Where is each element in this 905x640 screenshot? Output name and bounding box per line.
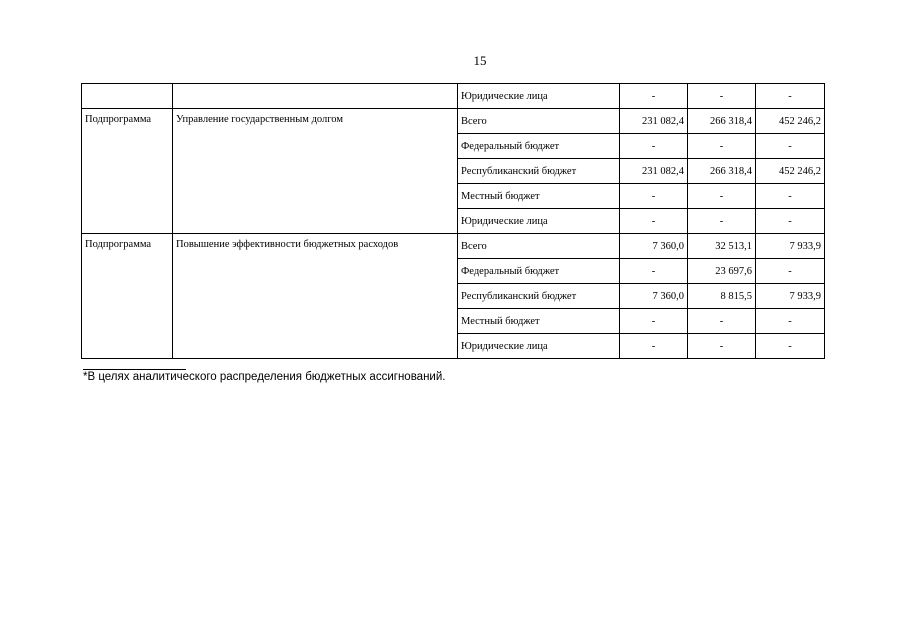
value-cell: -	[688, 309, 756, 334]
subprogram-type-cell: Подпрограмма	[82, 234, 173, 359]
table-row	[82, 109, 825, 134]
value-cell: -	[756, 259, 825, 284]
name-cell	[173, 84, 458, 109]
value-cell: -	[756, 334, 825, 359]
value-cell: -	[756, 309, 825, 334]
table-row	[82, 84, 825, 109]
value-cell: -	[756, 134, 825, 159]
type-cell	[82, 84, 173, 109]
value-cell: -	[756, 84, 825, 109]
subprogram-name-cell: Повышение эффективности бюджетных расходов	[173, 234, 458, 359]
value-cell: -	[688, 334, 756, 359]
value-cell: -	[620, 184, 688, 209]
value-cell: -	[620, 134, 688, 159]
value-cell: -	[688, 134, 756, 159]
table-row	[82, 234, 825, 259]
value-cell: 266 318,4	[688, 109, 756, 134]
page-number: 15	[473, 53, 487, 68]
budget-table	[81, 83, 825, 359]
value-cell: -	[688, 84, 756, 109]
value-cell: 7 933,9	[756, 234, 825, 259]
value-cell: 32 513,1	[688, 234, 756, 259]
source-cell: Местный бюджет	[458, 184, 620, 209]
value-cell: -	[756, 184, 825, 209]
source-cell: Местный бюджет	[458, 309, 620, 334]
subprogram-name-cell: Управление государственным долгом	[173, 109, 458, 234]
footnote-divider	[83, 369, 186, 370]
value-cell: 23 697,6	[688, 259, 756, 284]
value-cell: -	[688, 184, 756, 209]
source-cell: Республиканский бюджет	[458, 159, 620, 184]
value-cell: -	[620, 209, 688, 234]
value-cell: -	[756, 209, 825, 234]
source-cell: Юридические лица	[458, 84, 620, 109]
value-cell: -	[620, 84, 688, 109]
value-cell: 7 360,0	[620, 284, 688, 309]
value-cell: 452 246,2	[756, 159, 825, 184]
value-cell: 231 082,4	[620, 159, 688, 184]
footnote: *В целях аналитического распределения бюджетных ассигнований.	[83, 371, 446, 383]
value-cell: 7 360,0	[620, 234, 688, 259]
source-cell: Всего	[458, 109, 620, 134]
source-cell: Федеральный бюджет	[458, 134, 620, 159]
source-cell: Федеральный бюджет	[458, 259, 620, 284]
source-cell: Юридические лица	[458, 334, 620, 359]
value-cell: 266 318,4	[688, 159, 756, 184]
source-cell: Республиканский бюджет	[458, 284, 620, 309]
value-cell: 231 082,4	[620, 109, 688, 134]
value-cell: -	[620, 334, 688, 359]
subprogram-type-cell: Подпрограмма	[82, 109, 173, 234]
source-cell: Юридические лица	[458, 209, 620, 234]
value-cell: -	[620, 309, 688, 334]
value-cell: 452 246,2	[756, 109, 825, 134]
source-cell: Всего	[458, 234, 620, 259]
value-cell: 7 933,9	[756, 284, 825, 309]
value-cell: -	[620, 259, 688, 284]
value-cell: 8 815,5	[688, 284, 756, 309]
value-cell: -	[688, 209, 756, 234]
